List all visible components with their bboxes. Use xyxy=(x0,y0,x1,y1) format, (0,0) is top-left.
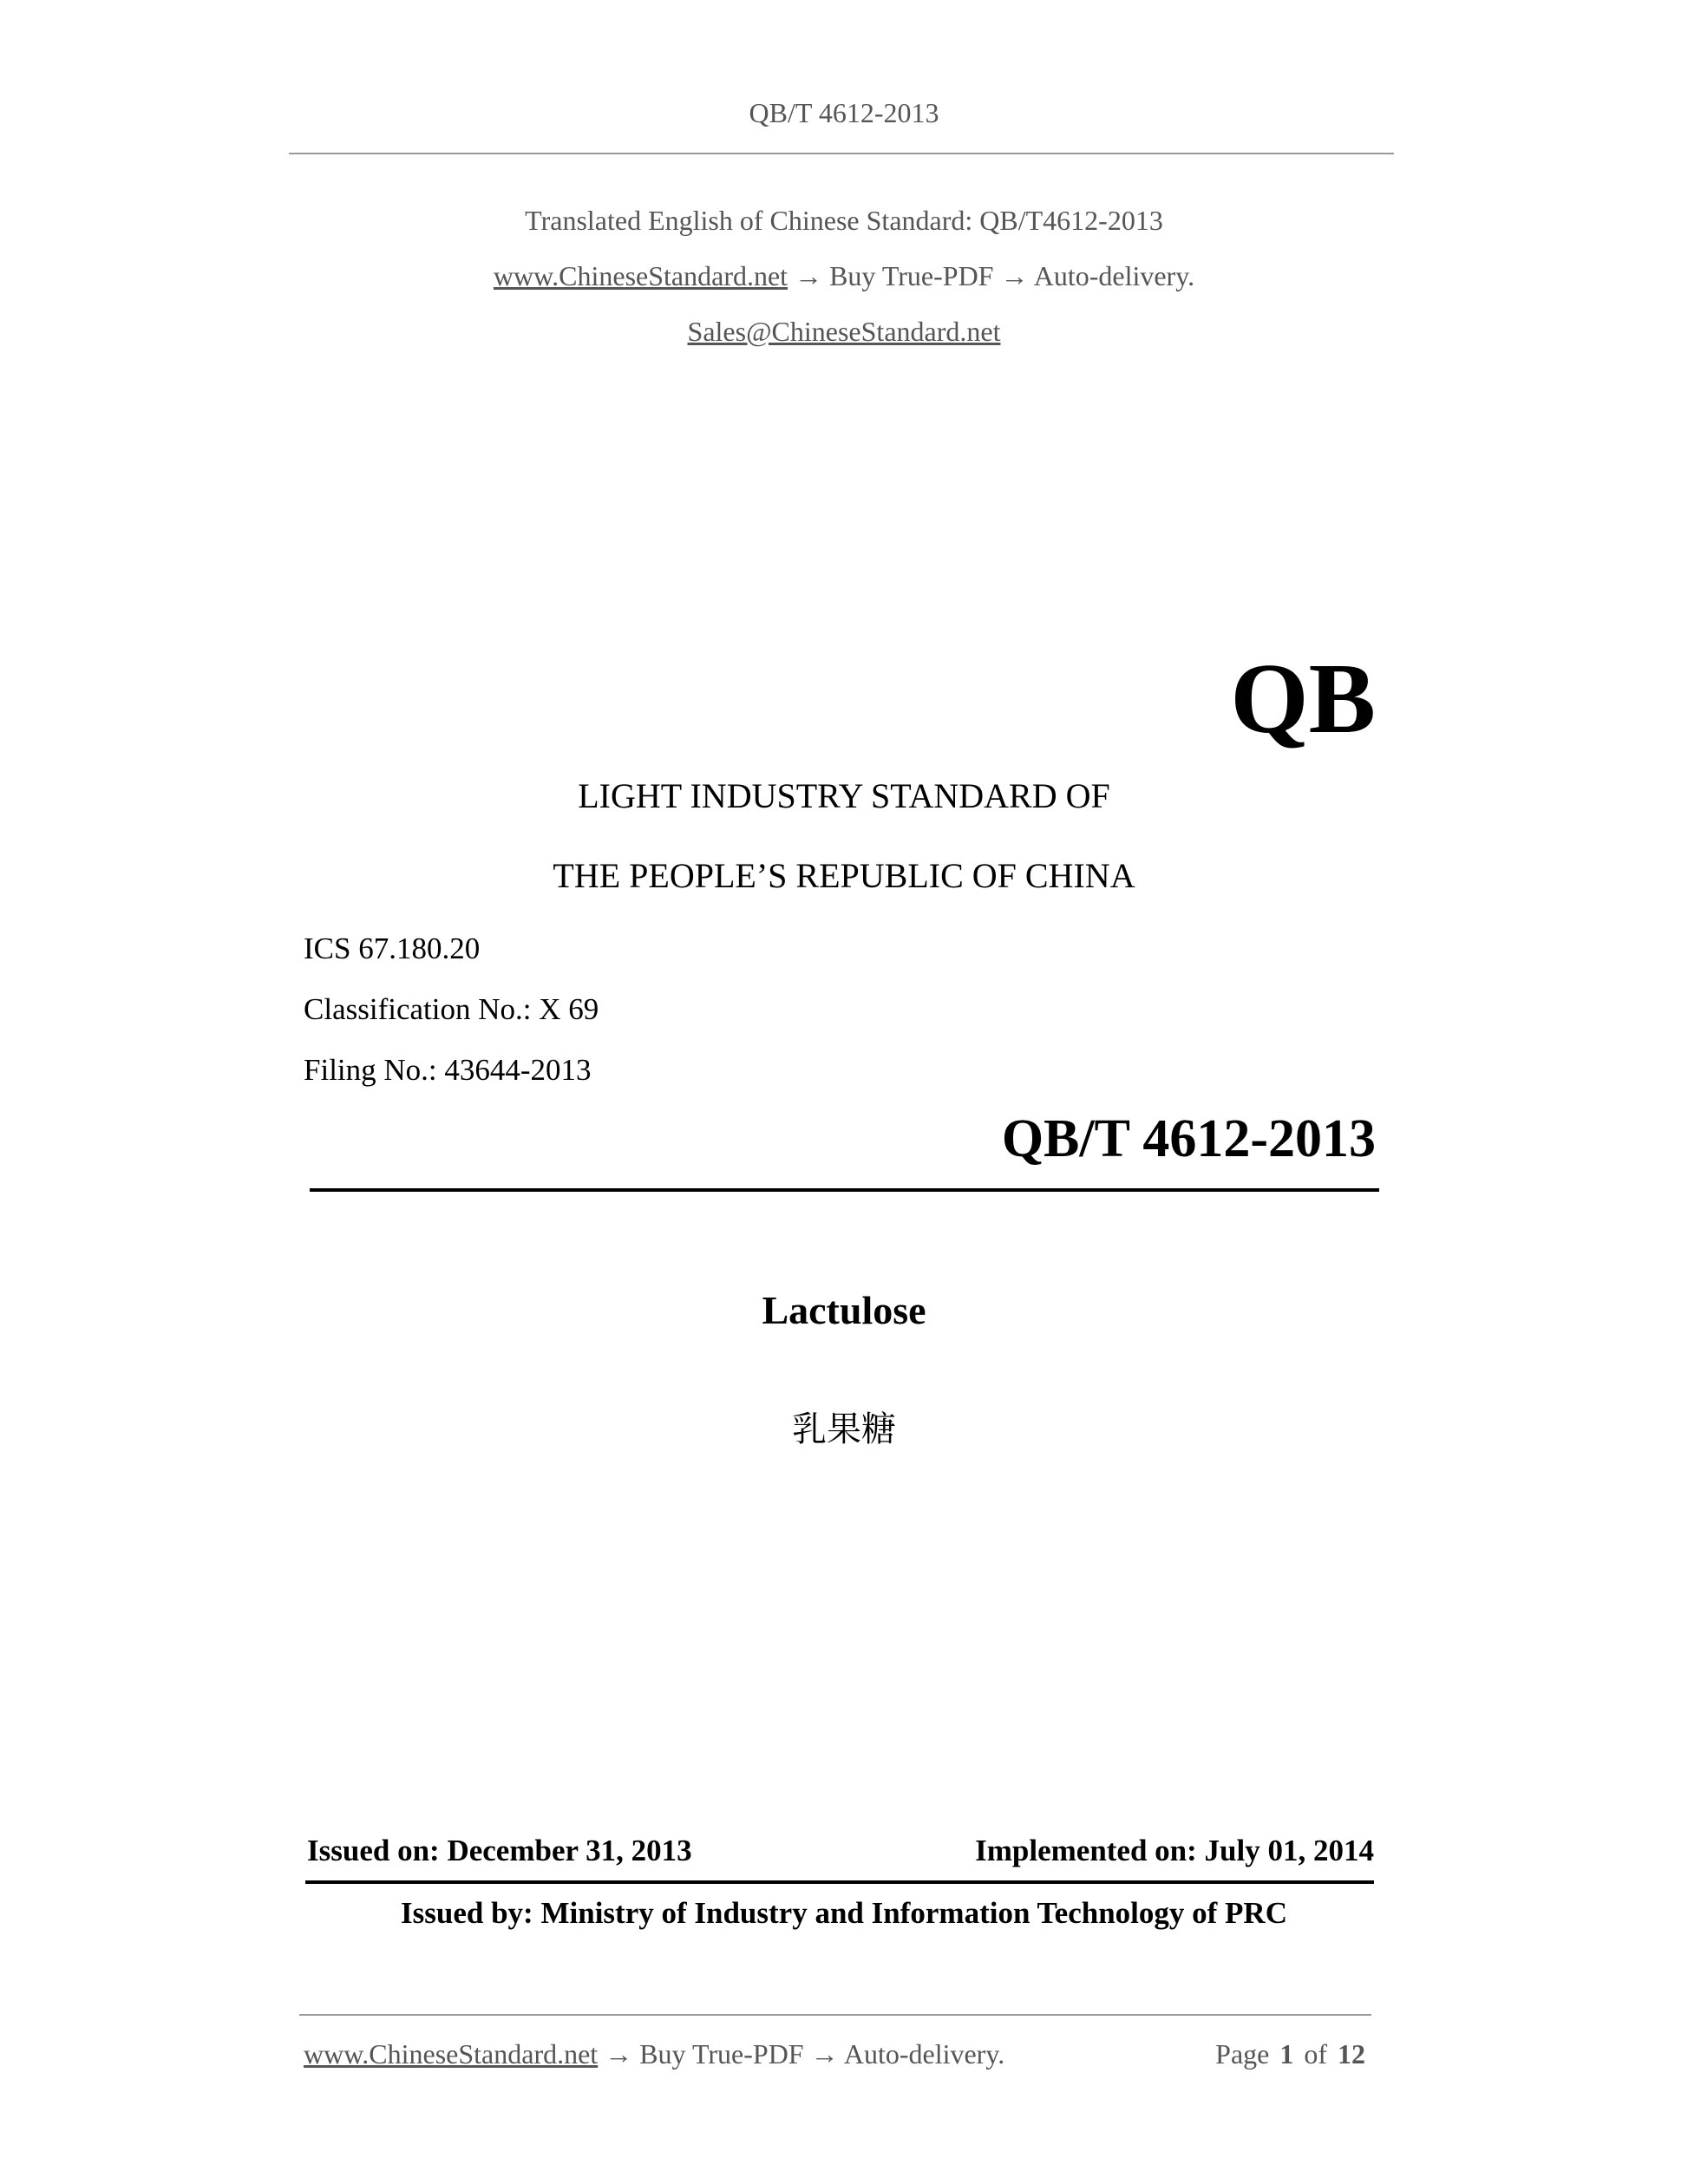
site-link[interactable]: www.ChineseStandard.net xyxy=(493,260,788,291)
standard-type-line-1: LIGHT INDUSTRY STANDARD OF xyxy=(578,776,1110,815)
buy-notice xyxy=(0,260,1688,292)
footer-buy-notice xyxy=(304,2038,1004,2070)
buy-text: → Buy True-PDF → Auto-delivery. xyxy=(795,260,1195,291)
page-total: 12 xyxy=(1338,2038,1365,2070)
footer-divider xyxy=(299,2014,1371,2016)
email-link[interactable]: Sales@ChineseStandard.net xyxy=(687,316,1001,347)
filing-number: Filing No.: 43644-2013 xyxy=(304,1053,592,1087)
page-current: 1 xyxy=(1279,2038,1294,2070)
standard-number: QB/T 4612-2013 xyxy=(1001,1109,1376,1168)
document-title-chinese: 乳果糖 xyxy=(792,1409,896,1449)
header-divider xyxy=(289,153,1394,154)
issued-by: Issued by: Ministry of Industry and Information Technology of PRC xyxy=(401,1896,1287,1930)
standard-type-line-2: THE PEOPLE’S REPUBLIC OF CHINA xyxy=(553,856,1135,895)
translated-notice: Translated English of Chinese Standard: QB/T4612-2013 xyxy=(525,205,1163,236)
page-indicator xyxy=(1215,2038,1365,2070)
qb-logo: QB xyxy=(1230,644,1376,755)
implemented-on-date: Implemented on: July 01, 2014 xyxy=(975,1834,1374,1867)
page-of: of xyxy=(1304,2038,1327,2070)
footer-buy-text: → Buy True-PDF → Auto-delivery. xyxy=(605,2038,1005,2070)
issued-on-date: Issued on: December 31, 2013 xyxy=(307,1834,692,1867)
page-header-title: QB/T 4612-2013 xyxy=(749,97,939,128)
page-label: Page xyxy=(1215,2038,1270,2070)
issue-divider xyxy=(305,1880,1374,1884)
classification-number: Classification No.: X 69 xyxy=(304,992,599,1026)
document-title-english: Lactulose xyxy=(762,1288,926,1332)
footer-site-link[interactable]: www.ChineseStandard.net xyxy=(304,2038,599,2070)
standard-number-divider xyxy=(310,1188,1379,1192)
sales-contact xyxy=(0,316,1688,348)
ics-code: ICS 67.180.20 xyxy=(304,932,481,965)
